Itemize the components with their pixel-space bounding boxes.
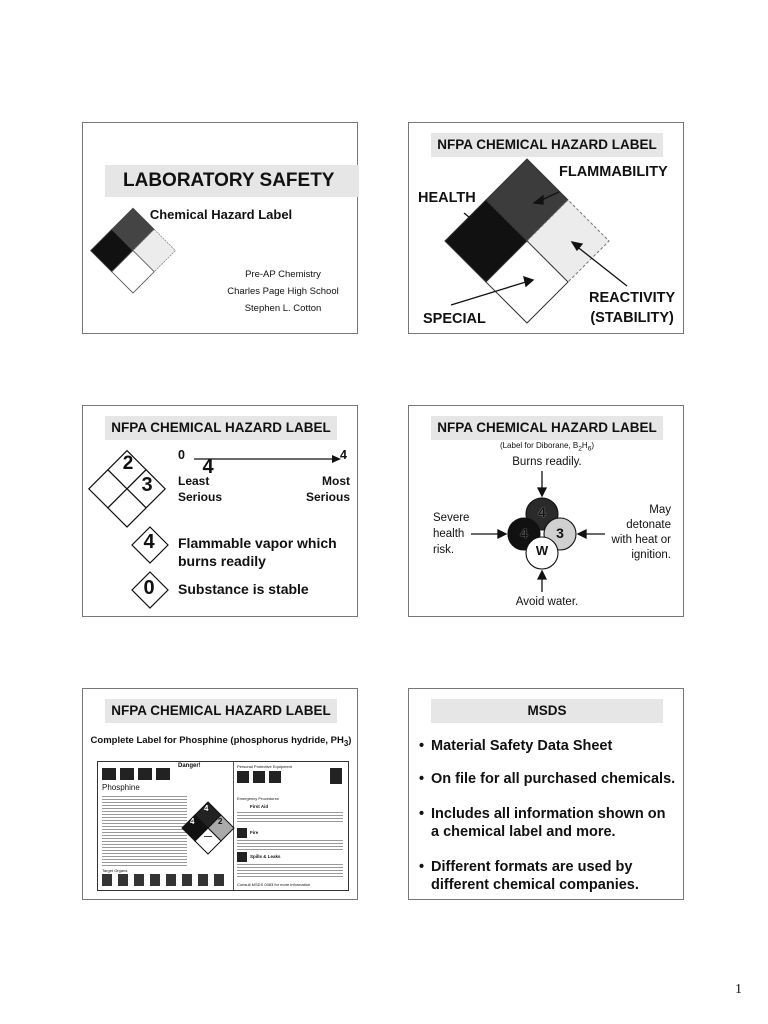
health-label: HEALTH [418, 190, 476, 206]
label-diamond-left: 4 [190, 817, 195, 826]
caption-prefix: (Label for Diborane, B [499, 441, 579, 450]
reactivity-line1: REACTIVITY [589, 290, 676, 306]
label-consult: Consult MSDS 0083 for more information [237, 882, 311, 887]
reactivity-label [589, 288, 675, 328]
page-number: 1 [735, 982, 742, 997]
slide-header: NFPA CHEMICAL HAZARD LABEL [431, 133, 663, 157]
special-label: SPECIAL [423, 311, 486, 327]
label-emergency: Emergency Procedures [237, 796, 279, 801]
phosphine-caption [83, 735, 359, 748]
bullet-text-line2: different chemical companies. [431, 877, 639, 893]
right-note-line: ignition. [631, 549, 671, 561]
label-diamond-bottom: — [204, 832, 212, 841]
example1-line1: Flammable vapor which [178, 535, 337, 551]
label-fire: Fire [250, 830, 259, 835]
school-text: Charles Page High School [227, 286, 339, 297]
right-note-line: May [649, 504, 671, 516]
bullet-text: Material Safety Data Sheet [431, 738, 613, 754]
label-spills: Spills & Leaks [250, 854, 281, 859]
course-text: Pre-AP Chemistry [245, 269, 321, 280]
slide-msds [408, 688, 684, 900]
slide-nfpa-overview [408, 122, 684, 334]
most-line1: Most [322, 474, 350, 488]
label-diamond-top: 4 [204, 804, 209, 813]
label-danger: Danger! [178, 763, 201, 769]
diamond-flammability-value: 4 [202, 456, 214, 478]
diborane-health-value: 4 [520, 525, 528, 541]
bullet-text-line1: Different formats are used by [431, 859, 633, 875]
left-note-line: Severe [433, 512, 470, 524]
slide-header: NFPA CHEMICAL HAZARD LABEL [105, 699, 337, 723]
scale-max-label: 4 [340, 448, 347, 462]
least-line2: Serious [178, 490, 223, 504]
bullet-dot: • [419, 738, 425, 754]
flammability-label: FLAMMABILITY [559, 164, 668, 180]
caption-suffix: ) [348, 735, 352, 746]
diborane-reactivity-value: 3 [556, 525, 564, 541]
caption-mid: H [581, 441, 588, 450]
example1-line2: burns readily [178, 553, 266, 569]
reactivity-line2: (STABILITY) [590, 310, 674, 326]
bullet-item [419, 737, 679, 755]
slide-diborane-label [408, 405, 684, 617]
caption-suffix: ) [591, 441, 595, 450]
label-diamond-right: 2 [218, 817, 223, 826]
bullet-item [419, 858, 679, 894]
author-text: Stephen L. Cotton [244, 303, 322, 314]
diamond-reactivity-value: 3 [141, 474, 153, 496]
caption-sub1: 2 [578, 445, 582, 453]
bullet-text: On file for all purchased chemicals. [431, 771, 676, 787]
caption-prefix: Complete Label for Phosphine (phosphorus hydride, PH [90, 735, 344, 746]
label-ppe: Personal Protective Equipment [237, 764, 292, 769]
example2-text: Substance is stable [178, 581, 309, 597]
slide-subtitle: Chemical Hazard Label [149, 207, 293, 222]
caption-sub: 3 [343, 738, 349, 748]
detonate-note [593, 503, 671, 563]
scale-min-label: 0 [178, 448, 185, 462]
example1-text [178, 534, 337, 570]
bullet-text-line1: Includes all information shown on [431, 806, 666, 822]
left-note-line: risk. [433, 544, 455, 556]
label-name: Phosphine [102, 783, 140, 792]
example1-value: 4 [143, 531, 155, 553]
burns-readily-note: Burns readily. [512, 456, 582, 468]
label-first-aid: First Aid [250, 804, 269, 809]
slide-phosphine-label [82, 688, 358, 900]
left-note-line: health [433, 528, 465, 540]
most-serious-label [300, 473, 350, 505]
diborane-flammability-value: 4 [538, 504, 546, 520]
bullet-dot: • [419, 771, 425, 787]
bullet-dot: • [419, 806, 425, 822]
label-target: Target Organs [102, 868, 128, 873]
phosphine-label-image [97, 761, 349, 891]
bullet-text-line2: a chemical label and more. [431, 824, 616, 840]
slide-header: MSDS [431, 699, 663, 723]
bullet-item [419, 770, 679, 788]
diamond-health-value: 2 [122, 453, 134, 474]
slide-title: LABORATORY SAFETY [105, 165, 359, 197]
slide-header: NFPA CHEMICAL HAZARD LABEL [105, 416, 337, 440]
slide-header: NFPA CHEMICAL HAZARD LABEL [431, 416, 663, 440]
right-note-line: with heat or [611, 534, 671, 546]
diborane-special-value: W [535, 543, 549, 558]
avoid-water-note: Avoid water. [515, 596, 579, 608]
right-note-line: detonate [626, 519, 671, 531]
example2-value: 0 [143, 577, 155, 599]
least-serious-label [178, 473, 222, 505]
caption-sub2: 6 [587, 445, 592, 453]
slide-laboratory-safety [82, 122, 358, 334]
most-line2: Serious [305, 490, 350, 504]
bullet-dot: • [419, 859, 425, 875]
least-line1: Least [178, 474, 210, 488]
health-risk-note [433, 510, 469, 558]
bullet-item [419, 805, 679, 841]
